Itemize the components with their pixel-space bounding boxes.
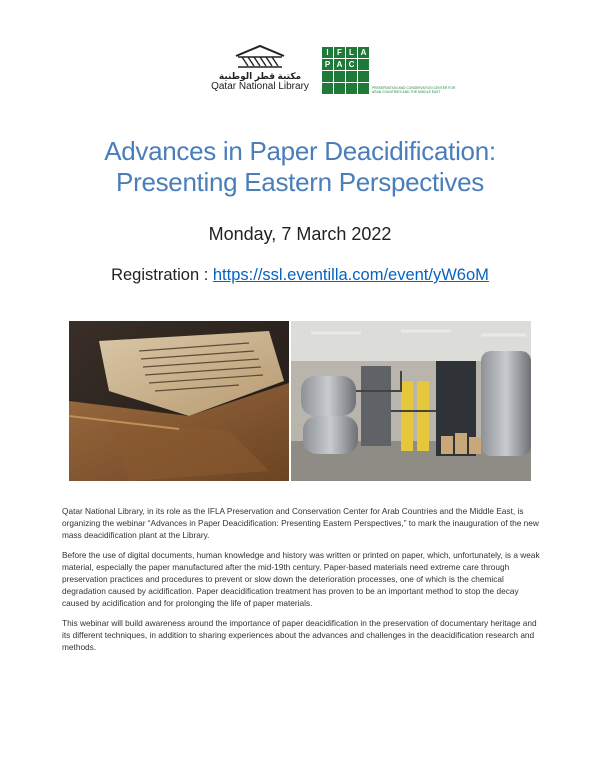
paragraph: Before the use of digital documents, human knowledge and history was written or printed on paper, which, unfortunately, is a weak material, especially the paper manufactured after the mid-19th century. Paper-based materials need extreme care through preservation practices and procedures to prevent or slow down the deterioration processes, one of which is the chemical degradation caused by acidification. Paper deacidification treatment has proven to be an important method to stop the decay caused by acidification and for prolonging the life of paper materials. xyxy=(62,550,540,608)
title-line-2: Presenting Eastern Perspectives xyxy=(116,167,484,197)
book-photo xyxy=(69,321,289,481)
qatar-national-library-logo xyxy=(210,44,310,92)
registration xyxy=(0,266,600,285)
library-name-english: Qatar National Library xyxy=(211,81,309,92)
library-building-icon xyxy=(234,44,286,70)
ifla-blank xyxy=(334,83,345,94)
logo-bar xyxy=(0,44,600,102)
deacidification-plant-photo xyxy=(291,321,531,481)
ifla-letter: F xyxy=(334,47,345,58)
ifla-blank xyxy=(322,71,333,82)
ifla-blank xyxy=(322,83,333,94)
description xyxy=(62,505,546,661)
ifla-blank xyxy=(358,83,369,94)
ifla-letter: L xyxy=(346,47,357,58)
page-title xyxy=(0,136,600,198)
ifla-letter: C xyxy=(346,59,357,70)
ifla-blank xyxy=(358,71,369,82)
ifla-blank xyxy=(358,59,369,70)
ifla-blank xyxy=(346,83,357,94)
ifla-letter: A xyxy=(358,47,369,58)
paragraph: This webinar will build awareness around the importance of paper deacidification in the preservation of documentary heritage and its different techniques, in addition to sharing experiences about the advances and challenges in the deacidification research and methods. xyxy=(62,618,537,652)
registration-link[interactable]: https://ssl.eventilla.com/event/yW6oM xyxy=(212,266,489,284)
photo-strip xyxy=(69,321,531,481)
ifla-letter: A xyxy=(334,59,345,70)
title-line-1: Advances in Paper Deacidification: xyxy=(104,136,496,166)
ifla-letter: P xyxy=(322,59,333,70)
ifla-pac-logo xyxy=(322,47,370,95)
library-name-arabic: مكتبة قطر الوطنية xyxy=(218,71,302,81)
registration-label: Registration : xyxy=(111,266,213,284)
ifla-blank xyxy=(346,71,357,82)
ifla-blank xyxy=(334,71,345,82)
event-date: Monday, 7 March 2022 xyxy=(208,224,392,244)
ifla-pac-caption: PRESERVATION AND CONSERVATION CENTER FOR ARAB COUNTRIES AND THE MIDDLE EAST xyxy=(372,86,456,94)
ifla-letter: I xyxy=(322,47,333,58)
paragraph: Qatar National Library, in its role as the IFLA Preservation and Conservation Center for Arab Countries and the Middle East, is organizing the webinar “Advances in Paper Deacidification: Presenting Eastern Perspectives,” to mark the inauguration of the new mass deacidification plant at the Library. xyxy=(62,506,539,540)
